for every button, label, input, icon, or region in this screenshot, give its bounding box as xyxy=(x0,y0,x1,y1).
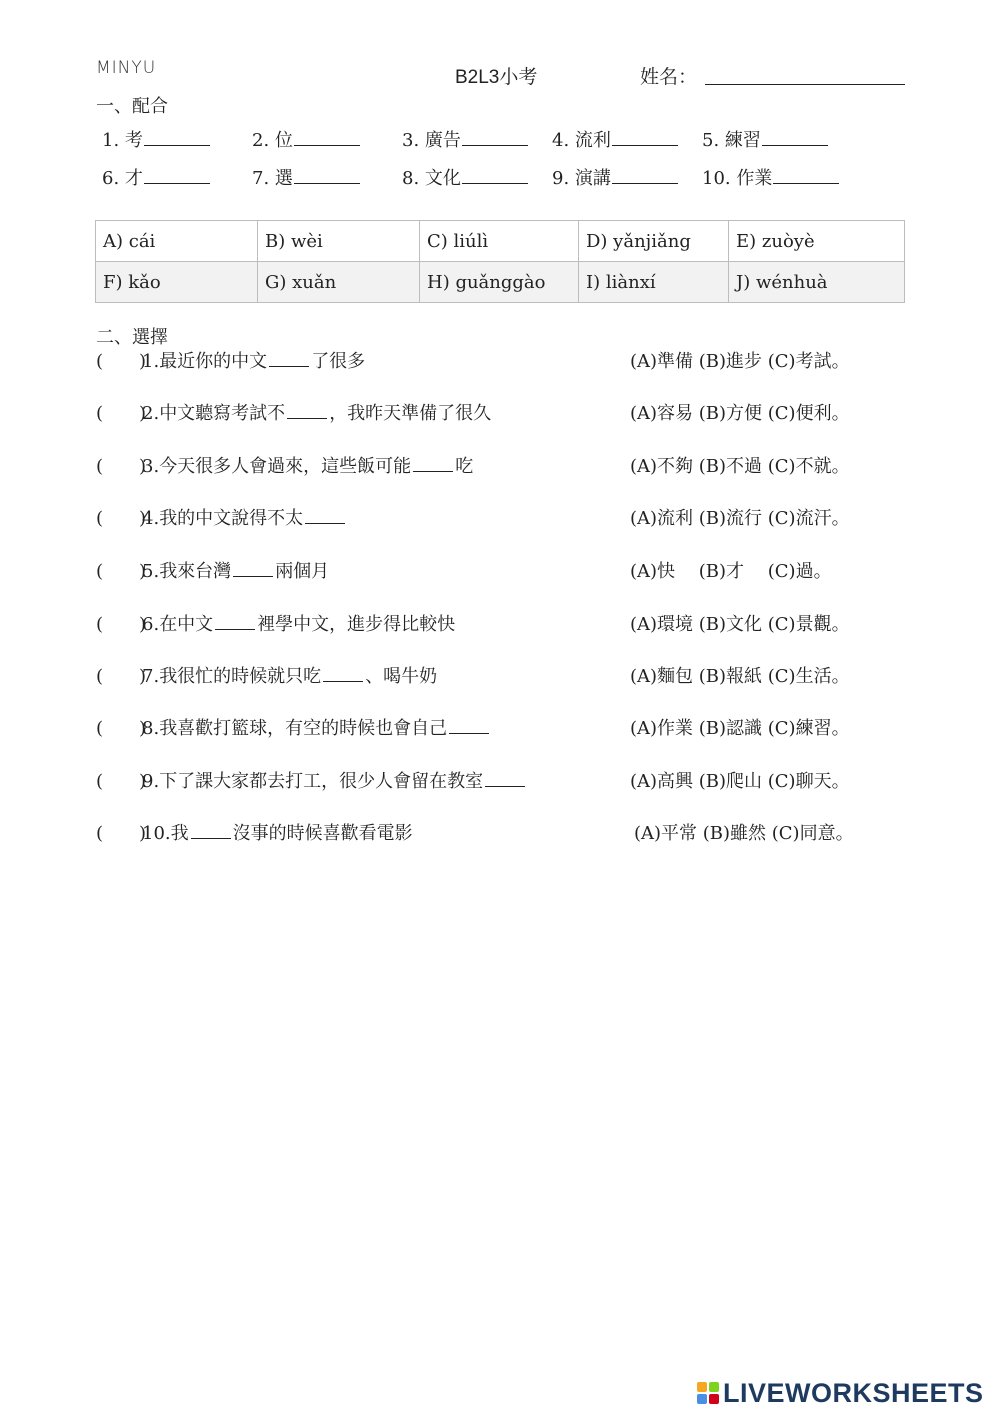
question-text: 2.中文聽寫考試不 ，我昨天準備了很久 xyxy=(142,403,492,424)
question-row-6 xyxy=(96,610,896,638)
table-cell: D) yǎnjiǎng xyxy=(579,221,729,262)
question-options: (A)流利 (B)流行 (C)流汗。 xyxy=(630,508,850,529)
question-options: (A)環境 (B)文化 (C)景觀。 xyxy=(630,614,850,635)
answer-paren[interactable]: ( ) xyxy=(96,718,147,739)
table-row xyxy=(96,221,905,262)
question-row-5 xyxy=(96,557,896,585)
question-row-2 xyxy=(96,399,896,427)
question-row-3 xyxy=(96,452,896,480)
question-text: 5.我來台灣 兩個月 xyxy=(142,561,330,582)
answer-blank[interactable] xyxy=(144,145,210,146)
fill-blank xyxy=(449,733,489,734)
question-row-10 xyxy=(96,819,896,847)
match-item-6: 6. 才 xyxy=(102,164,210,190)
question-options: (A)不夠 (B)不過 (C)不就。 xyxy=(630,456,850,477)
answer-paren[interactable]: ( ) xyxy=(96,456,147,477)
question-text: 8.我喜歡打籃球，有空的時候也會自己 xyxy=(142,714,491,740)
answer-blank[interactable] xyxy=(462,145,528,146)
question-text: 7.我很忙的時候就只吃 、喝牛奶 xyxy=(142,666,438,687)
question-row-7 xyxy=(96,662,896,690)
table-cell: F) kǎo xyxy=(96,262,258,303)
match-item-10: 10. 作業 xyxy=(702,164,839,190)
question-text: 9.下了課大家都去打工，很少人會留在教室 xyxy=(142,767,527,793)
question-options: (A)麵包 (B)報紙 (C)生活。 xyxy=(630,666,850,687)
question-row-1 xyxy=(96,347,896,375)
answer-paren[interactable]: ( ) xyxy=(96,403,147,424)
match-item-7: 7. 選 xyxy=(252,164,360,190)
name-label: 姓名： xyxy=(640,67,698,88)
answer-paren[interactable]: ( ) xyxy=(96,823,147,844)
answer-blank[interactable] xyxy=(612,145,678,146)
answer-paren[interactable]: ( ) xyxy=(96,771,147,792)
logo-square xyxy=(709,1394,719,1404)
question-options: (A)高興 (B)爬山 (C)聊天。 xyxy=(630,771,850,792)
question-options: (A)快 (B)才 (C)過。 xyxy=(630,561,832,582)
name-input-line[interactable] xyxy=(705,84,905,85)
fill-blank xyxy=(413,471,453,472)
liveworksheets-logo xyxy=(697,1376,984,1410)
fill-blank xyxy=(269,366,309,367)
section2-title: 二、選擇 xyxy=(96,327,168,348)
answer-paren[interactable]: ( ) xyxy=(96,351,147,372)
answer-blank[interactable] xyxy=(294,183,360,184)
answer-paren[interactable]: ( ) xyxy=(96,508,147,529)
question-options: (A)容易 (B)方便 (C)便利。 xyxy=(630,403,850,424)
table-cell: B) wèi xyxy=(258,221,420,262)
question-text: 1.最近你的中文 了很多 xyxy=(142,351,366,372)
question-options: (A)作業 (B)認識 (C)練習。 xyxy=(630,718,850,739)
minyu-logo: MINYU xyxy=(96,58,157,78)
table-cell: C) liúlì xyxy=(420,221,579,262)
table-cell: A) cái xyxy=(96,221,258,262)
table-cell: G) xuǎn xyxy=(258,262,420,303)
pinyin-table xyxy=(95,220,905,303)
table-cell: H) guǎnggào xyxy=(420,262,579,303)
match-item-3: 3. 廣告 xyxy=(402,126,528,152)
question-text: 4.我的中文說得不太 xyxy=(142,504,347,530)
logo-square xyxy=(697,1382,707,1392)
match-item-9: 9. 演講 xyxy=(552,164,678,190)
table-cell: I) liànxí xyxy=(579,262,729,303)
liveworksheets-icon xyxy=(697,1382,719,1404)
fill-blank xyxy=(485,786,525,787)
answer-blank[interactable] xyxy=(294,145,360,146)
fill-blank xyxy=(215,629,255,630)
liveworksheets-text: LIVEWORKSHEETS xyxy=(723,1377,984,1408)
match-item-1: 1. 考 xyxy=(102,126,210,152)
answer-blank[interactable] xyxy=(612,183,678,184)
answer-blank[interactable] xyxy=(144,183,210,184)
fill-blank xyxy=(287,418,327,419)
logo-square xyxy=(697,1394,707,1404)
fill-blank xyxy=(323,681,363,682)
fill-blank xyxy=(305,523,345,524)
question-row-4 xyxy=(96,504,896,532)
logo-square xyxy=(709,1382,719,1392)
question-text: 6.在中文 裡學中文，進步得比較快 xyxy=(142,614,456,635)
answer-blank[interactable] xyxy=(462,183,528,184)
match-item-8: 8. 文化 xyxy=(402,164,528,190)
answer-paren[interactable]: ( ) xyxy=(96,614,147,635)
table-cell: E) zuòyè xyxy=(729,221,905,262)
answer-blank[interactable] xyxy=(762,145,828,146)
question-text: 10.我 沒事的時候喜歡看電影 xyxy=(142,823,413,844)
match-item-2: 2. 位 xyxy=(252,126,360,152)
fill-blank xyxy=(233,576,273,577)
match-item-5: 5. 練習 xyxy=(702,126,828,152)
answer-paren[interactable]: ( ) xyxy=(96,561,147,582)
question-options: (A)準備 (B)進步 (C)考試。 xyxy=(630,351,850,372)
question-text: 3.今天很多人會過來，這些飯可能 吃 xyxy=(142,456,474,477)
fill-blank xyxy=(191,838,231,839)
quiz-title: B2L3小考 xyxy=(455,67,538,88)
question-row-9 xyxy=(96,767,896,795)
answer-blank[interactable] xyxy=(773,183,839,184)
question-options: (A)平常 (B)雖然 (C)同意。 xyxy=(634,823,854,844)
table-cell: J) wénhuà xyxy=(729,262,905,303)
question-row-8 xyxy=(96,714,896,742)
table-row xyxy=(96,262,905,303)
match-item-4: 4. 流利 xyxy=(552,126,678,152)
answer-paren[interactable]: ( ) xyxy=(96,666,147,687)
section1-title: 一、配合 xyxy=(96,96,168,117)
